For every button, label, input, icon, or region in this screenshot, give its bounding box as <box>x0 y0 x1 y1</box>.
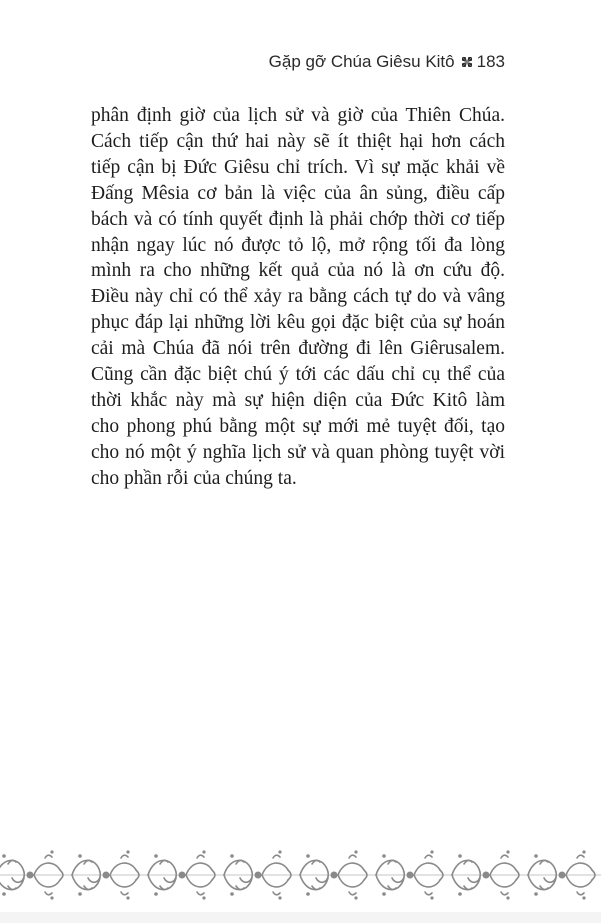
text-line: Đấng Mêsia cơ bản là việc của ân sủng, điều cấp <box>91 182 505 204</box>
text-line: Cách tiếp cận thứ hai này sẽ ít thiệt hại hơn cách <box>91 130 505 152</box>
maltese-cross-icon <box>461 56 473 68</box>
text-line: cho phong phú bằng một sự mới mẻ tuyệt đối, tạo <box>91 415 505 437</box>
text-line: thời khắc này mà sự hiện diện của Đức Kitô làm <box>91 389 505 411</box>
body-paragraph <box>91 103 505 492</box>
running-header <box>269 52 505 72</box>
text-line: cho phần rỗi của chúng ta. <box>91 467 297 489</box>
text-line: Cũng cần đặc biệt chú ý tới các dấu chỉ cụ thể của <box>91 364 505 386</box>
text-line: phân định giờ của lịch sử và giờ của Thiên Chúa. <box>91 105 505 126</box>
text-line: tiếp cận bị Đức Giêsu chỉ trích. Vì sự mặc khải về <box>91 156 505 178</box>
text-line: cải mà Chúa đã nói trên đường đi lên Giêrusalem. <box>91 338 505 360</box>
text-line: mình ra cho những kết quả của nó là ơn cứu độ. <box>91 260 505 282</box>
book-title: Gặp gỡ Chúa Giêsu Kitô <box>268 52 455 71</box>
text-line: bách và có tính quyết định là phải chớp thời cơ tiếp <box>91 208 505 230</box>
text-line: phục đáp lại những lời kêu gọi đặc biệt của sự hoán <box>91 312 505 334</box>
page-number: 183 <box>476 52 505 71</box>
text-line: nhận ngay lúc nó được tỏ lộ, mở rộng tối đa lòng <box>91 234 505 256</box>
text-line: Điều này chỉ có thể xảy ra bằng cách tự do và vâng <box>91 286 505 308</box>
page-bottom-edge <box>0 912 601 923</box>
text-line: cho nó một ý nghĩa lịch sử và quan phòng tuyệt vời <box>91 441 505 463</box>
floral-border-ornament <box>0 846 601 904</box>
